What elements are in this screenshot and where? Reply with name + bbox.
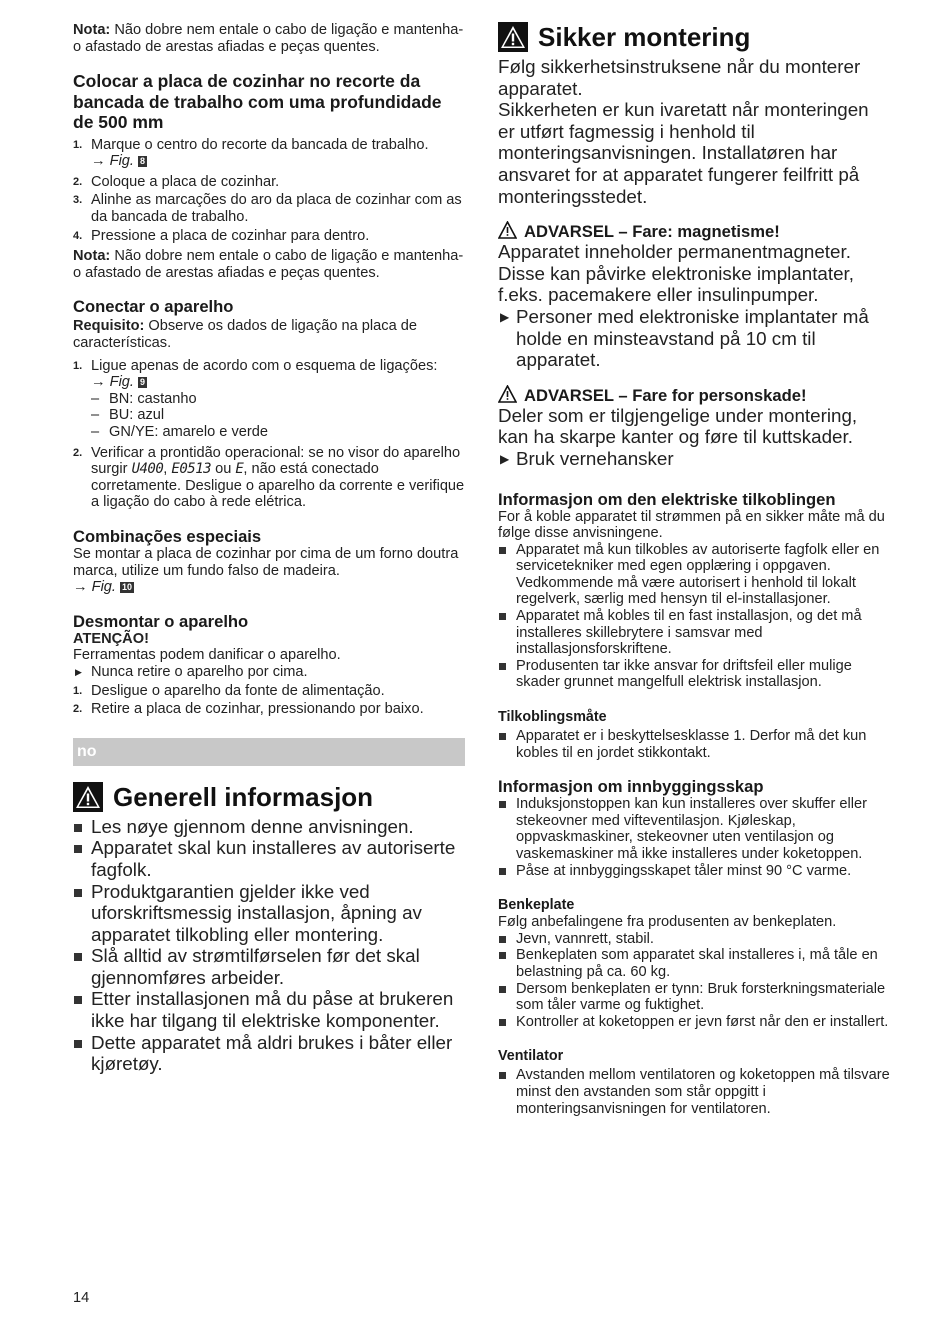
benkeplate-intro: Følg anbefalingene fra produsenten av benkeplaten. — [498, 914, 837, 931]
square-bullet-icon — [499, 1072, 506, 1079]
attention-label: ATENÇÃO! — [73, 630, 149, 647]
list-item — [498, 608, 890, 658]
sikker-paragraph-1: Følg sikkerhetsinstruksene når du monterer apparatet. — [498, 56, 861, 99]
separator: ou — [215, 461, 232, 478]
sikker-paragraph-2: Sikkerheten er kun ivaretatt når monteringen er utført fagmessig i henhold til monteringsanvisningen. Installatøren har ansvaret for at apparatet fungerer feilfritt på monteringsstedet. — [498, 99, 869, 207]
requirement-text: Observe os dados de ligação na placa de características. — [73, 318, 417, 352]
paragraph: Se montar a placa de cozinhar por cima de um forno doutra marca, utilize um fundo falso de madeira. — [73, 545, 459, 579]
instruction-item — [498, 306, 890, 371]
square-bullet-icon — [499, 801, 506, 808]
page-number: 14 — [73, 1290, 90, 1306]
wire-text: BU: azul — [109, 407, 165, 424]
list-item — [73, 881, 465, 946]
list-item-text: Benkeplaten som apparatet skal installeres i, må tåle en belastning på ca. 60 kg. — [516, 947, 878, 980]
list-item — [498, 981, 890, 1014]
section-title-desmontar: Desmontar o aparelho — [73, 611, 249, 631]
list-item-text: Apparatet skal kun installeres av autoriserte fagfolk. — [91, 837, 456, 880]
warning-injury-title — [498, 385, 890, 405]
triangle-bullet-icon: ▶ — [500, 309, 510, 324]
step-item — [73, 683, 465, 700]
step-text: Alinhe as marcações do aro da placa de cozinhar com as da bancada de trabalho. — [91, 192, 462, 226]
list-item-text: Dette apparatet må aldri brukes i båter eller kjøretøy. — [91, 1031, 453, 1075]
note-2 — [73, 248, 465, 281]
section-title-placa: Colocar a placa de cozinhar no recorte da bancada de trabalho com uma profundidade de 500 mm — [73, 71, 442, 133]
section-title-ventilator: Ventilator — [498, 1048, 564, 1065]
square-bullet-icon — [499, 868, 506, 875]
list-item-text: Slå alltid av strømtilførselen før det skal gjennomføres arbeider. — [91, 945, 420, 988]
list-item — [73, 816, 465, 838]
warning-icon — [498, 22, 528, 52]
elektrisk-intro: For å koble apparatet til strømmen på en sikker måte må du følge disse anvisningene. — [498, 508, 885, 542]
step-text: Marque o centro do recorte da bancada de trabalho. — [91, 136, 429, 153]
square-bullet-icon — [74, 953, 82, 961]
step-text: Coloque a placa de cozinhar. — [91, 173, 280, 190]
step-number: 2. — [73, 446, 83, 459]
warning-triangle-icon — [498, 385, 517, 403]
square-bullet-icon — [74, 845, 82, 853]
list-item-text: Apparatet må kun tilkobles av autoriserte fagfolk eller en servicetekniker med egen opplæring i oppgaven. Vedkommende må være autorisert i henhold til lokalt regelverk, særlig med hensyn til el-installasjoner. — [516, 541, 880, 608]
section-title-innbygging: Informasjon om innbyggingsskap — [498, 777, 764, 797]
warning-triangle-icon — [498, 221, 517, 239]
step-item — [73, 228, 465, 245]
list-item-text: Dersom benkeplaten er tynn: Bruk forsterkningsmateriale som tåler varme og fuktighet. — [516, 980, 886, 1014]
step-item — [73, 174, 465, 191]
conectar-steps — [73, 358, 465, 511]
warning-icon — [73, 782, 103, 812]
generell-list — [73, 816, 465, 1075]
step-number: 3. — [73, 194, 83, 207]
list-item-text: Etter installasjonen må du påse at brukeren ikke har tilgang til elektriske komponenter. — [91, 988, 454, 1032]
list-item-text: Kontroller at koketoppen er jevn først når den er installert. — [516, 1013, 889, 1030]
wire-item — [91, 391, 465, 408]
elektrisk-list — [498, 542, 890, 691]
step-text: Ligue apenas de acordo com o esquema de ligações: — [91, 357, 438, 374]
warning-magnetism-text: Apparatet inneholder permanentmagneter. Disse kan påvirke elektroniske implantater, f.eks. pacemakere eller insulinpumper. — [498, 241, 854, 306]
sikker-title — [498, 22, 890, 52]
list-item — [498, 658, 890, 691]
list-item — [73, 1032, 465, 1075]
list-item-text: Apparatet er i beskyttelsesklasse 1. Derfor må det kun kobles til en jordet stikkontakt. — [516, 728, 867, 761]
dash-mark: – — [91, 424, 100, 440]
requirement — [73, 318, 465, 351]
list-item — [498, 947, 890, 980]
sikker-title-text: Sikker montering — [538, 22, 751, 52]
step-number: 1. — [73, 138, 83, 151]
step-number: 2. — [73, 175, 83, 188]
list-item-text: Jevn, vannrett, stabil. — [516, 930, 654, 947]
instruction-text: Nunca retire o aparelho por cima. — [91, 663, 308, 680]
combinacoes-text — [73, 546, 465, 596]
step-item — [73, 445, 465, 511]
square-bullet-icon — [499, 986, 506, 993]
section-title-benkeplate: Benkeplate — [498, 897, 575, 914]
square-bullet-icon — [74, 996, 82, 1004]
wire-item — [91, 407, 465, 424]
wire-list — [91, 391, 465, 441]
step-number: 2. — [73, 703, 83, 716]
square-bullet-icon — [499, 1019, 506, 1026]
instruction-text: Bruk vernehansker — [516, 447, 674, 469]
step-text: Retire a placa de cozinhar, pressionando por baixo. — [91, 701, 424, 718]
triangle-bullet-icon: ▶ — [75, 666, 82, 677]
note-1 — [73, 22, 465, 55]
separator: , — [163, 461, 168, 478]
left-column — [73, 22, 465, 1075]
list-item — [73, 988, 465, 1031]
list-item-text: Produsenten tar ikke ansvar for driftsfeil eller mulige skader grunnet mangelfull elektrisk installasjon. — [516, 657, 852, 691]
display-code: U400 — [131, 461, 164, 478]
square-bullet-icon — [74, 1040, 82, 1048]
dash-mark: – — [91, 390, 100, 407]
list-item-text: Les nøye gjennom denne anvisningen. — [91, 815, 414, 837]
desmontar-steps — [73, 683, 465, 718]
warning-title-text: ADVARSEL – Fare for personskade! — [524, 385, 807, 405]
list-item-text: Induksjonstoppen kan kun installeres over skuffer eller stekeovner med vifteventilasjon. Kjøleskap, oppvaskmaskiner, stekeovner uten ventilasjon og vaskemaskiner må ikke installeres under koketoppen. — [516, 796, 867, 862]
note-text: Não dobre nem entale o cabo de ligação e mantenha-o afastado de arestas afiadas e peças quentes. — [73, 22, 464, 55]
right-column — [498, 22, 890, 1117]
list-item-text: Avstanden mellom ventilatoren og koketoppen må tilsvare minst den avstanden som står oppgitt i monteringsanvisningen for ventilatoren. — [516, 1067, 890, 1117]
list-item — [498, 931, 890, 948]
instruction-item — [498, 448, 890, 470]
step-number: 1. — [73, 684, 83, 697]
ventilator-list — [498, 1067, 890, 1117]
list-item — [498, 542, 890, 608]
section-title-tilkobling: Tilkoblingsmåte — [498, 709, 607, 726]
square-bullet-icon — [499, 663, 506, 670]
square-bullet-icon — [74, 889, 82, 897]
list-item — [498, 728, 890, 761]
display-code: E0513 — [171, 461, 212, 478]
section-title-elektrisk: Informasjon om den elektriske tilkoblingen — [498, 489, 836, 509]
list-item — [498, 1067, 890, 1117]
list-item-text: Apparatet må kobles til en fast installasjon, og det må installeres skillebrytere i samsvar med installasjonsforskriftene. — [516, 608, 862, 658]
square-bullet-icon — [499, 733, 506, 740]
triangle-bullet-icon: ▶ — [500, 451, 510, 466]
step-number: 4. — [73, 229, 83, 242]
instruction-text: Personer med elektroniske implantater må holde en minsteavstand på 10 cm til apparatet. — [516, 305, 869, 371]
wire-item — [91, 424, 465, 441]
tilkobling-list — [498, 728, 890, 761]
step-item — [73, 192, 465, 225]
warning-title-text: ADVARSEL – Fare: magnetisme! — [524, 222, 780, 242]
list-item-text: Påse at innbyggingsskapet tåler minst 90 °C varme. — [516, 862, 852, 879]
placa-steps — [73, 137, 465, 245]
list-item — [498, 796, 890, 862]
generell-title — [73, 782, 465, 812]
benkeplate-list — [498, 931, 890, 1031]
step-text: , não está conectado corretamente. Desligue o aparelho da corrente e verifique a ligação do cabo à rede elétrica. — [91, 461, 465, 511]
list-item — [73, 945, 465, 988]
warning-injury-text: Deler som er tilgjengelige under montering, kan ha skarpe kanter og føre til kuttskader. — [498, 404, 858, 448]
square-bullet-icon — [499, 952, 506, 959]
fig-number: 8 — [140, 156, 146, 167]
requirement-label: Requisito: — [73, 318, 145, 335]
note-text: Não dobre nem entale o cabo de ligação e mantenha-o afastado de arestas afiadas e peças quentes. — [73, 248, 464, 281]
fig-reference — [73, 579, 134, 595]
square-bullet-icon — [499, 613, 506, 620]
step-text: Pressione a placa de cozinhar para dentro. — [91, 227, 370, 244]
list-item-text: Produktgarantien gjelder ikke ved uforskriftsmessig installasjon, åpning av apparatet tilkobling eller montering. — [91, 880, 422, 945]
fig-reference — [91, 374, 147, 390]
fig-prefix: → Fig. — [91, 374, 134, 391]
wire-text: GN/YE: amarelo e verde — [109, 424, 268, 440]
generell-title-text: Generell informasjon — [113, 781, 374, 812]
fig-number: 9 — [140, 377, 146, 388]
step-item — [73, 358, 465, 441]
step-number: 1. — [73, 359, 83, 372]
section-title-conectar: Conectar o aparelho — [73, 297, 234, 317]
warning-magnetism-title — [498, 221, 890, 241]
wire-text: BN: castanho — [109, 390, 197, 407]
note-label: Nota: — [73, 22, 111, 38]
language-bar: no — [73, 738, 465, 766]
step-text: Verificar a prontidão operacional: se no visor do aparelho surgir — [91, 444, 461, 478]
step-item — [73, 701, 465, 718]
note-label: Nota: — [73, 248, 111, 265]
instruction-item — [73, 664, 465, 681]
fig-prefix: → Fig. — [91, 153, 134, 170]
innbygging-list — [498, 796, 890, 879]
list-item — [498, 1014, 890, 1031]
square-bullet-icon — [499, 547, 506, 554]
attention-text: Ferramentas podem danificar o aparelho. — [73, 647, 341, 664]
square-bullet-icon — [499, 936, 506, 943]
square-bullet-icon — [74, 824, 82, 832]
list-item — [498, 863, 890, 880]
fig-prefix: → Fig. — [73, 579, 116, 596]
step-text: Desligue o aparelho da fonte de alimentação. — [91, 682, 385, 699]
fig-number: 10 — [122, 582, 133, 593]
list-item — [73, 837, 465, 880]
dash-mark: – — [91, 407, 100, 424]
step-item — [73, 137, 465, 170]
fig-reference — [91, 153, 147, 169]
section-title-combinacoes: Combinações especiais — [73, 526, 262, 546]
display-code: E — [235, 461, 244, 478]
